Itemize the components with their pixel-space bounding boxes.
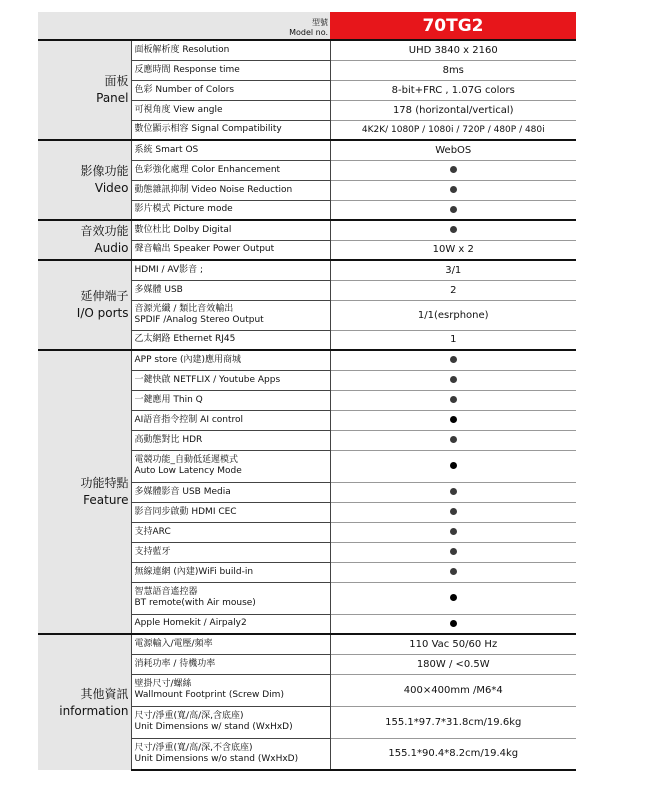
spec-value: 155.1*97.7*31.8cm/19.6kg: [330, 706, 576, 738]
category-label: [38, 140, 131, 220]
feature-name: [131, 60, 330, 80]
spec-row: [38, 220, 576, 240]
feature-name: [131, 430, 330, 450]
feature-name: [131, 410, 330, 430]
category-en: I/O ports: [76, 306, 129, 320]
model-number: 70TG2: [330, 12, 576, 40]
feature-text: BT remote(with Air mouse): [134, 598, 256, 608]
feature-name: [131, 220, 330, 240]
feature-text: Auto Low Latency Mode: [134, 466, 242, 476]
feature-text: 尺寸/淨重(寬/高/深,含底座): [134, 711, 244, 721]
feature-text: 面板解析度 Resolution: [134, 44, 230, 55]
feature-text: Apple Homekit / Airpaly2: [134, 618, 247, 629]
feature-text: 一鍵快啟 NETFLIX / Youtube Apps: [134, 374, 281, 385]
spec-value: [330, 562, 576, 582]
feature-text: 影音同步啟動 HDMI CEC: [134, 506, 237, 517]
feature-text: 乙太網路 Ethernet RJ45: [134, 334, 236, 345]
feature-text: 反應時間 Response time: [134, 64, 240, 75]
category-zh: 延伸端子: [80, 289, 129, 303]
feature-name: [131, 140, 330, 160]
spec-value: 1: [330, 330, 576, 350]
spec-value: UHD 3840 x 2160: [330, 40, 576, 60]
feature-name: [131, 300, 330, 330]
spec-value: 400×400mm /M6*4: [330, 674, 576, 706]
feature-text: Unit Dimensions w/ stand (WxHxD): [134, 722, 293, 732]
spec-value: 155.1*90.4*8.2cm/19.4kg: [330, 738, 576, 770]
feature-name: [131, 240, 330, 260]
spec-value: [330, 522, 576, 542]
header-corner: [38, 12, 131, 40]
spec-value: [330, 370, 576, 390]
feature-text: Wallmount Footprint (Screw Dim): [134, 690, 284, 700]
supported-dot-icon: [450, 396, 457, 403]
feature-name: [131, 706, 330, 738]
category-label: [38, 40, 131, 140]
category-zh: 其他資訊: [80, 686, 129, 701]
spec-value: 180W / <0.5W: [330, 654, 576, 674]
spec-value: WebOS: [330, 140, 576, 160]
feature-text: 高動態對比 HDR: [134, 434, 203, 445]
supported-dot-icon: [450, 226, 457, 233]
header-row: [38, 12, 576, 40]
spec-row: [38, 634, 576, 654]
spec-value: [330, 200, 576, 220]
feature-name: [131, 502, 330, 522]
category-en: Video: [94, 181, 129, 195]
spec-value: 8ms: [330, 60, 576, 80]
feature-text: 消耗功率 / 待機功率: [134, 658, 216, 669]
feature-name: [131, 450, 330, 482]
feature-text: AI語音指令控制 AI control: [134, 414, 244, 425]
spec-row: [38, 350, 576, 370]
feature-name: [131, 654, 330, 674]
spec-table: [38, 12, 576, 771]
category-zh: 音效功能: [80, 224, 129, 238]
feature-text: 電競功能_自動低延遲模式: [134, 455, 239, 465]
feature-name: [131, 120, 330, 140]
feature-name: [131, 280, 330, 300]
supported-dot-icon: [450, 166, 457, 173]
supported-dot-icon: [450, 356, 457, 363]
spec-value: 2: [330, 280, 576, 300]
spec-value: [330, 410, 576, 430]
feature-name: [131, 542, 330, 562]
category-label: [38, 350, 131, 634]
category-en: Audio: [94, 241, 129, 255]
feature-text: 數位顯示相容 Signal Compatibility: [134, 124, 282, 135]
category-zh: 功能特點: [80, 476, 129, 490]
feature-text: 多媒體 USB: [134, 284, 183, 295]
category-en: Feature: [83, 493, 129, 507]
supported-dot-icon: [450, 416, 457, 423]
feature-text: 數位杜比 Dolby Digital: [134, 224, 232, 235]
feature-name: [131, 100, 330, 120]
spec-value: 8-bit+FRC , 1.07G colors: [330, 80, 576, 100]
feature-text: 支持藍牙: [134, 546, 171, 557]
feature-text: SPDIF /Analog Stereo Output: [134, 315, 264, 325]
spec-value: 178 (horizontal/vertical): [330, 100, 576, 120]
spec-value: [330, 180, 576, 200]
supported-dot-icon: [450, 568, 457, 575]
feature-name: [131, 370, 330, 390]
model-label-zh: 型號: [312, 18, 328, 27]
supported-dot-icon: [450, 594, 457, 601]
supported-dot-icon: [450, 620, 457, 627]
feature-text: HDMI / AV影音 ;: [134, 264, 204, 275]
spec-value: [330, 582, 576, 614]
feature-name: [131, 582, 330, 614]
feature-name: [131, 674, 330, 706]
spec-row: [38, 260, 576, 280]
feature-name: [131, 40, 330, 60]
feature-text: Unit Dimensions w/o stand (WxHxD): [134, 753, 299, 764]
feature-name: [131, 200, 330, 220]
supported-dot-icon: [450, 508, 457, 515]
spec-value: [330, 482, 576, 502]
spec-row: [38, 40, 576, 60]
feature-text: 動態雜訊抑制 Video Noise Reduction: [134, 184, 293, 195]
feature-name: [131, 390, 330, 410]
feature-text: 色彩強化處理 Color Enhancement: [134, 164, 281, 175]
feature-name: [131, 614, 330, 634]
feature-text: 可視角度 View angle: [134, 104, 223, 115]
spec-value: 3/1: [330, 260, 576, 280]
feature-text: 音源光纖 / 類比音效輸出: [134, 304, 234, 314]
feature-name: [131, 634, 330, 654]
feature-name: [131, 260, 330, 280]
supported-dot-icon: [450, 376, 457, 383]
feature-text: 壁掛尺寸/螺絲: [134, 679, 192, 689]
model-label-en: Model no.: [289, 28, 328, 37]
spec-sheet: [38, 12, 576, 771]
feature-text: 智慧語音遙控器: [134, 587, 198, 597]
supported-dot-icon: [450, 548, 457, 555]
supported-dot-icon: [450, 528, 457, 535]
spec-value: 10W x 2: [330, 240, 576, 260]
spec-value: [330, 614, 576, 634]
model-label: [131, 12, 330, 40]
category-label: [38, 260, 131, 350]
supported-dot-icon: [450, 436, 457, 443]
spec-value: 4K2K/ 1080P / 1080i / 720P / 480P / 480i: [330, 120, 576, 140]
feature-name: [131, 738, 330, 770]
feature-name: [131, 522, 330, 542]
feature-name: [131, 180, 330, 200]
feature-name: [131, 160, 330, 180]
spec-value: [330, 542, 576, 562]
feature-text: 一鍵應用 Thin Q: [134, 394, 203, 405]
feature-text: 電源輸入/電壓/頻率: [134, 638, 213, 649]
supported-dot-icon: [450, 206, 457, 213]
category-en: information: [59, 703, 129, 718]
feature-name: [131, 482, 330, 502]
feature-text: APP store (內建)應用商城: [134, 354, 242, 365]
feature-text: 多媒體影音 USB Media: [134, 486, 231, 497]
feature-text: 無線連網 (內建)WiFi build-in: [134, 566, 254, 577]
spec-value: 110 Vac 50/60 Hz: [330, 634, 576, 654]
spec-value: [330, 502, 576, 522]
feature-text: 聲音輸出 Speaker Power Output: [134, 244, 275, 255]
spec-value: [330, 390, 576, 410]
feature-text: 色彩 Number of Colors: [134, 84, 235, 95]
spec-row: [38, 140, 576, 160]
feature-name: [131, 350, 330, 370]
category-label: [38, 220, 131, 260]
feature-text: 系統 Smart OS: [134, 144, 199, 155]
category-zh: 影像功能: [80, 164, 129, 178]
feature-text: 影片模式 Picture mode: [134, 204, 233, 215]
category-zh: 面板: [104, 74, 129, 88]
category-label: [38, 634, 131, 770]
spec-value: [330, 450, 576, 482]
category-en: Panel: [96, 91, 129, 105]
feature-name: [131, 80, 330, 100]
supported-dot-icon: [450, 186, 457, 193]
spec-value: [330, 220, 576, 240]
spec-value: [330, 350, 576, 370]
spec-value: [330, 430, 576, 450]
supported-dot-icon: [450, 488, 457, 495]
spec-value: [330, 160, 576, 180]
feature-name: [131, 562, 330, 582]
supported-dot-icon: [450, 462, 457, 469]
feature-text: 支持ARC: [134, 526, 171, 537]
feature-text: 尺寸/淨重(寬/高/深,不含底座): [134, 742, 253, 753]
feature-name: [131, 330, 330, 350]
spec-value: 1/1(esrphone): [330, 300, 576, 330]
